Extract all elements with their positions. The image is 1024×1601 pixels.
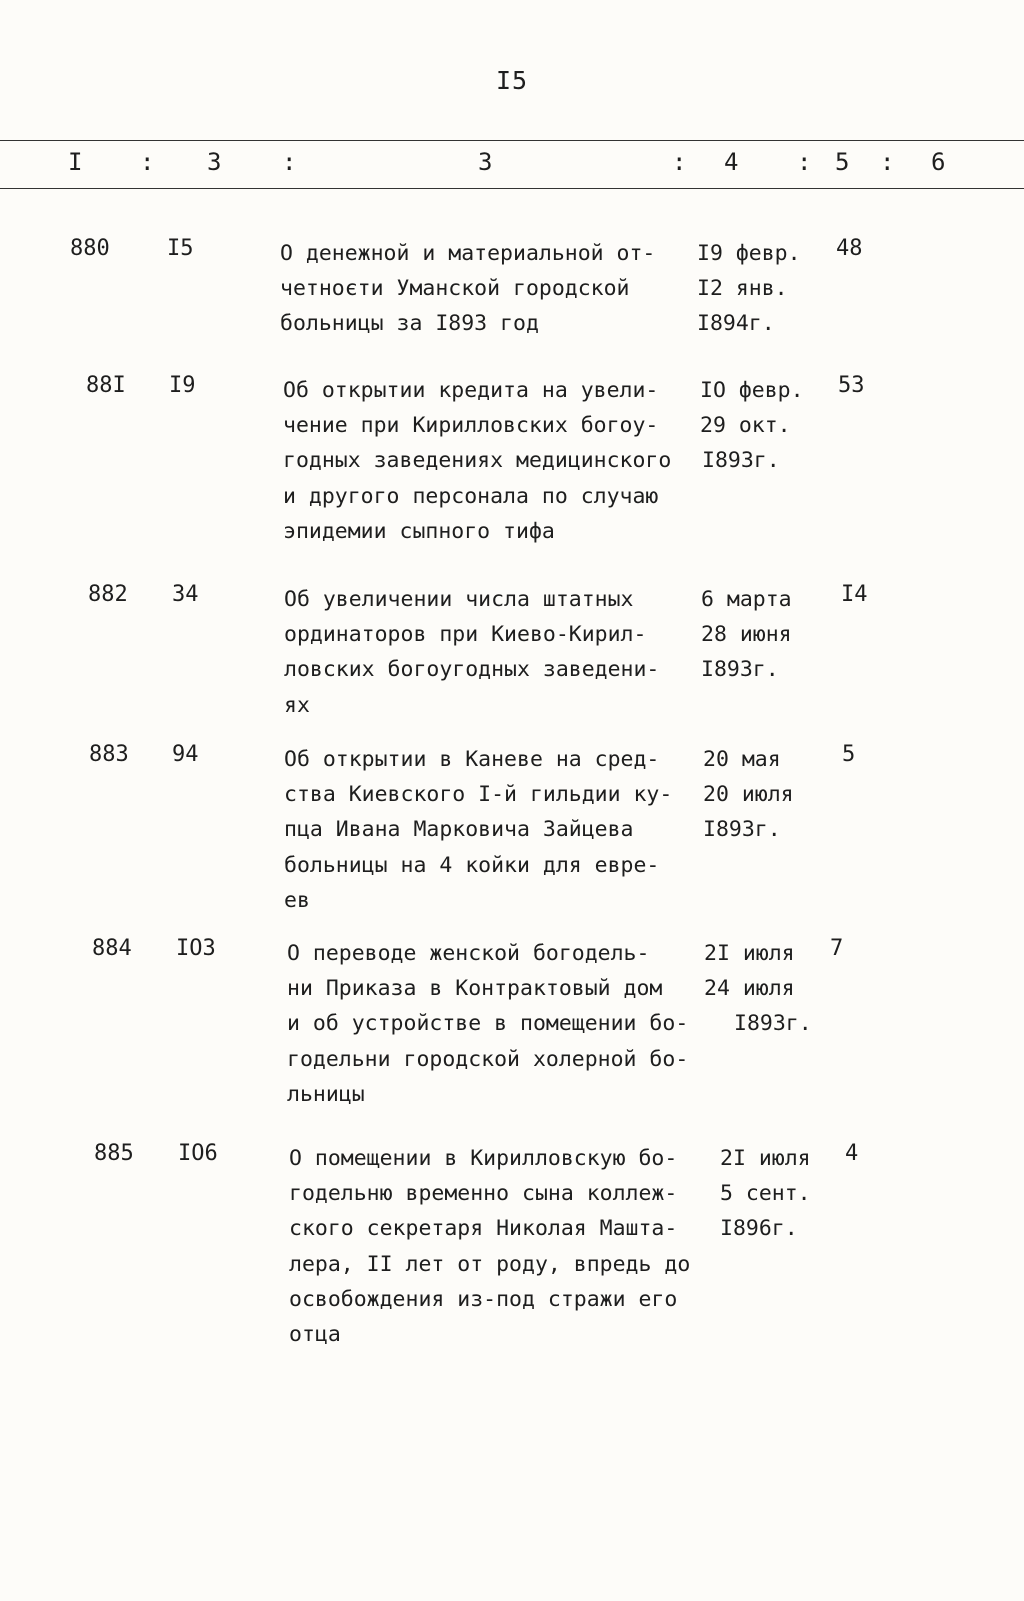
date-line: I9 февр. (697, 241, 801, 266)
header-col-4: 4 (724, 148, 739, 176)
date-line: 24 июля (704, 976, 795, 1002)
title-line: больницы на 4 койки для евре- (284, 852, 660, 878)
date-line: 28 июня (701, 622, 792, 648)
record-number: 880 (70, 236, 110, 261)
date-line: I893г. (703, 817, 781, 843)
record-number: 882 (88, 582, 128, 607)
record-title (289, 1141, 690, 1352)
sheet-number: IO6 (178, 1141, 218, 1166)
title-line: четноєти Уманской городской (280, 276, 630, 302)
title-line: ства Киевского I-й гильдии ку- (284, 782, 673, 808)
record-number: 884 (92, 936, 132, 961)
header-rule-top (0, 140, 1024, 141)
date-line: I894г. (697, 311, 775, 337)
header-col-1: I (68, 148, 83, 176)
date-line: I893г. (702, 448, 780, 474)
title-line: О переводе женской богодель- (287, 941, 650, 966)
title-line: больницы за I893 год (280, 311, 539, 337)
record-dates (703, 742, 794, 848)
title-line: ловских богоугодных заведени- (284, 657, 660, 683)
title-line: ях (284, 692, 310, 718)
title-line: льницы (287, 1081, 365, 1107)
sheet-number: IO3 (176, 936, 216, 961)
date-line: 20 мая (703, 747, 781, 772)
title-line: пца Ивана Марковича Зайцева (284, 817, 634, 843)
header-rule-bottom (0, 188, 1024, 189)
page-count: 48 (836, 236, 863, 261)
title-line: ни Приказа в Контрактовый дом (287, 976, 663, 1002)
page-count: 7 (830, 936, 844, 961)
sheet-number: I5 (167, 236, 194, 261)
header-sep-2: : (282, 148, 297, 176)
title-line: отца (289, 1321, 341, 1347)
date-line: 6 марта (701, 587, 792, 612)
record-number: 88I (86, 373, 126, 398)
record-dates (700, 373, 804, 479)
header-col-2: 3 (207, 148, 222, 176)
header-sep-5: : (880, 148, 895, 176)
title-line: Об увеличении числа штатных (284, 587, 634, 612)
date-line: I2 янв. (697, 276, 788, 302)
record-dates (697, 236, 801, 342)
record-title (280, 236, 655, 342)
record-number: 885 (94, 1141, 134, 1166)
header-col-5: 5 (835, 148, 850, 176)
page-number: I5 (495, 66, 529, 95)
title-line: О помещении в Кирилловскую бо- (289, 1146, 678, 1171)
record-title (284, 742, 672, 918)
date-line: 20 июля (703, 782, 794, 808)
date-line: 5 сент. (720, 1181, 811, 1207)
title-line: ев (284, 887, 310, 913)
date-line: 2I июля (704, 941, 795, 966)
record-dates (701, 582, 792, 688)
record-title (287, 936, 688, 1112)
title-line: ординаторов при Киево-Кирил- (284, 622, 647, 648)
title-line: чение при Кирилловских богоу- (283, 413, 659, 439)
title-line: и об устройстве в помещении бо- (287, 1011, 689, 1037)
page-count: I4 (841, 582, 868, 607)
date-line: I893г. (734, 1011, 812, 1037)
title-line: лера, II лет от роду, впредь до (289, 1251, 691, 1277)
title-line: ского секретаря Николая Машта- (289, 1216, 678, 1242)
record-number: 883 (89, 742, 129, 767)
header-col-6: 6 (931, 148, 946, 176)
title-line: эпидемии сыпного тифа (283, 518, 555, 544)
date-line: I893г. (701, 657, 779, 683)
title-line: годельни городской холерной бо- (287, 1046, 689, 1072)
header-sep-4: : (797, 148, 812, 176)
date-line: I896г. (720, 1216, 798, 1242)
sheet-number: I9 (169, 373, 196, 398)
title-line: и другого персонала по случаю (283, 483, 659, 509)
date-line: 2I июля (720, 1146, 811, 1171)
record-dates (704, 936, 812, 1042)
title-line: Об открытии кредита на увели- (283, 378, 659, 403)
date-line: 29 окт. (700, 413, 791, 439)
sheet-number: 34 (172, 582, 199, 607)
record-title (284, 582, 659, 723)
header-sep-1: : (140, 148, 155, 176)
sheet-number: 94 (172, 742, 199, 767)
header-sep-3: : (672, 148, 687, 176)
header-col-3: 3 (478, 148, 493, 176)
title-line: Об открытии в Каневе на сред- (284, 747, 660, 772)
title-line: годельню временно сына коллеж- (289, 1181, 678, 1207)
date-line: IO февр. (700, 378, 804, 403)
title-line: О денежной и материальной от- (280, 241, 656, 266)
title-line: освобождения из-под стражи его (289, 1286, 678, 1312)
record-dates (720, 1141, 811, 1247)
title-line: годных заведениях медицинского (283, 448, 672, 474)
page-count: 53 (838, 373, 865, 398)
record-title (283, 373, 671, 549)
page-count: 5 (842, 742, 856, 767)
page-count: 4 (845, 1141, 859, 1166)
